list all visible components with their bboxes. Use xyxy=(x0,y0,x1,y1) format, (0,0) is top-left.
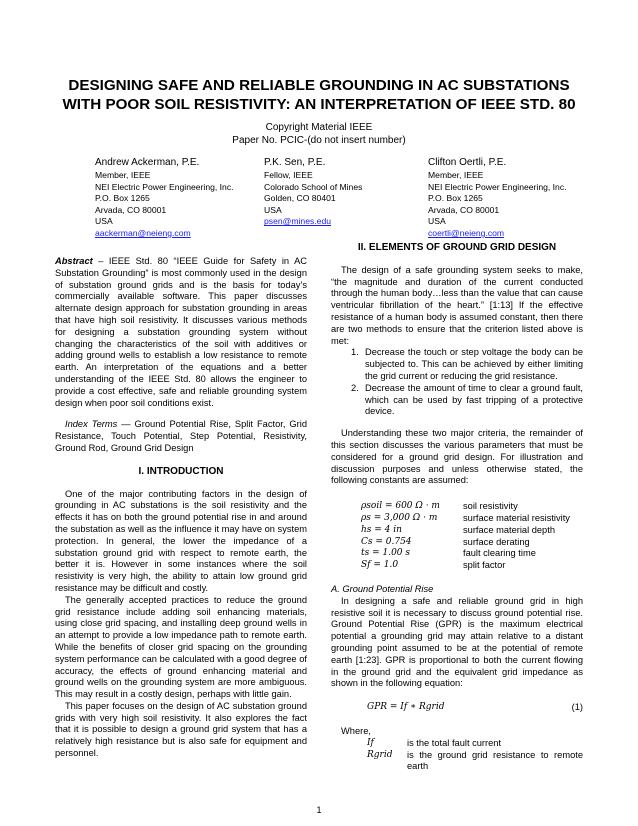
constant-desc: surface derating xyxy=(463,536,530,547)
constant-expr: ts = 1.00 s xyxy=(361,548,411,559)
author-3: Clifton Oertli, P.E. Member, IEEE NEI Electric Power Engineering, Inc. P.O. Box 1265 Arvada, CO 80001 USA coertli@neieng.com xyxy=(428,157,567,238)
section-2-paragraph-1: The design of a safe grounding system seeks to make, “the magnitude and duration of the current conducted through the human body…less than the value that can cause ventricular fibrillation of the heart.” [1:13] If the effective resistance of a human body is assumed constant, then there are two methods to ensure that the criterion listed above is met: xyxy=(331,264,583,346)
list-item: 1. Decrease the touch or step voltage the body can be subjected to. This can be achieved by either limiting the grid current or reducing the grid resistance. xyxy=(351,347,583,381)
constants-table xyxy=(361,501,583,572)
author-1-email-link[interactable]: aackerman@neieng.com xyxy=(95,227,191,238)
intro-paragraph-2: The generally accepted practices to reduce the ground grid resistance include adding soil enhancing materials, using close grid spacing, and installing deep ground wells in an attempt to provide a low impedance path to remote earth. While the benefits of closer grid spacing on the grounding system performance can be calculated with a good degree of accuracy, the effects of ground enhancing material and ground wells on the grounding system are more ambiguous. This may result in a costly design, perhaps with little gain. xyxy=(55,594,307,700)
section-2-heading: II. ELEMENTS OF GROUND GRID DESIGN xyxy=(357,242,557,253)
copyright-line: Copyright Material IEEE xyxy=(265,122,373,133)
constant-expr: hs = 4 in xyxy=(361,524,402,535)
where-symbol: Rgrid xyxy=(367,749,393,760)
constant-desc: fault clearing time xyxy=(463,548,536,559)
where-desc: is the ground grid resistance to remote earth xyxy=(407,749,583,772)
author-2-email-link[interactable]: psen@mines.edu xyxy=(264,216,332,227)
paper-number: Paper No. PCIC-(do not insert number) xyxy=(232,135,406,146)
constant-desc: surface material resistivity xyxy=(463,512,570,523)
author-1: Andrew Ackerman, P.E. Member, IEEE NEI Electric Power Engineering, Inc. P.O. Box 1265 Arvada, CO 80001 USA aackerman@neieng.com xyxy=(95,157,234,238)
constant-desc: split factor xyxy=(463,560,506,571)
intro-paragraph-1: One of the major contributing factors in the design of grounding in AC substations is the soil resistivity and the effects it has on both the ground potential rise in and around the substation as well as the influence it may have on system protection. In general, the lower the impedance of a substation ground grid with respect to remote earth, the better it is. However in some instances where the soil resistivity is very high, the ability to attain low ground grid resistance may be difficult and costly. xyxy=(55,488,307,593)
intro-paragraph-3: This paper focuses on the design of AC substation ground grids with very high soil resistivity. It also explores the fact that it is possible to design a ground grid system that has a relatively high resistance but is also safe for equipment and personnel. xyxy=(55,700,307,759)
constant-expr: ρsoil = 600 Ω · m xyxy=(361,501,440,512)
abstract: Abstract – IEEE Std. 80 “IEEE Guide for Safety in AC Substation Grounding” is most commonly used in the design of substation ground grids and is the basis for today’s commercially available software. This paper discusses alternate design approach for substation grounding in areas that have high soil resistivity. It discusses various methods for designing a substation grounding system without changing the characteristics of the soil with additives or adding ground wells to establish a low resistance to remote earth. An interpretation of the equations and a better understanding of the IEEE Std. 80 allows the engineer to provide a cost effective, safe and reliable grounding system design when poor soil conditions exist. xyxy=(55,256,307,408)
author-3-email-link[interactable]: coertli@neieng.com xyxy=(428,227,505,238)
constant-expr: ρs = 3,000 Ω · m xyxy=(361,512,438,523)
list-item: 2. Decrease the amount of time to clear a ground fault, which can be used by fast tripping of a protective device. xyxy=(351,382,583,417)
constant-desc: surface material depth xyxy=(463,524,555,535)
equation-text: GPR = If ∗ Rgrid xyxy=(367,702,445,713)
left-column xyxy=(55,256,307,760)
index-terms: Index Terms — Ground Potential Rise, Split Factor, Grid Resistance, Touch Potential, Step Potential, Resistivity, Ground Rod, Ground Grid Design xyxy=(55,419,307,453)
constant-expr: Cs = 0.754 xyxy=(361,536,412,547)
page-number: 1 xyxy=(316,805,322,815)
constant-expr: Sf = 1.0 xyxy=(361,560,399,571)
where-list xyxy=(367,738,583,773)
criteria-list xyxy=(331,347,583,418)
equation-number: (1) xyxy=(571,702,583,713)
where-label: Where, xyxy=(341,726,371,737)
paper-title: DESIGNING SAFE AND RELIABLE GROUNDING IN AC SUBSTATIONS WITH POOR SOIL RESISTIVITY: AN INTERPRETATION OF IEEE STD. 80 xyxy=(62,77,576,113)
right-column xyxy=(331,242,583,773)
subsection-a-heading: A. Ground Potential Rise xyxy=(331,583,434,594)
equation-1 xyxy=(331,702,583,716)
where-desc: is the total fault current xyxy=(407,737,502,748)
author-2: P.K. Sen, P.E. Fellow, IEEE Colorado School of Mines Golden, CO 80401 USA psen@mines.edu xyxy=(264,157,363,227)
section-1-heading: I. INTRODUCTION xyxy=(138,465,224,477)
section-2-paragraph-3: In designing a safe and reliable ground grid in high resistive soil it is necessary to discuss ground potential rise. Ground Potential Rise (GPR) is the maximum electrical potential a grounding grid may attain relative to a distant grounding point assumed to be at the potential of remote earth [1:23]. GPR is proportional to both the current flowing in the ground grid and the equivalent grid impedance as shown in the following equation: xyxy=(331,595,583,689)
constant-desc: soil resistivity xyxy=(463,501,518,512)
where-symbol: If xyxy=(367,737,374,748)
section-2-paragraph-2: Understanding these two major criteria, the remainder of this section discusses the various parameters that must be considered for a ground grid design. For illustration and discussion purposes and unless otherwise stated, the following constants are assumed: xyxy=(331,428,583,486)
